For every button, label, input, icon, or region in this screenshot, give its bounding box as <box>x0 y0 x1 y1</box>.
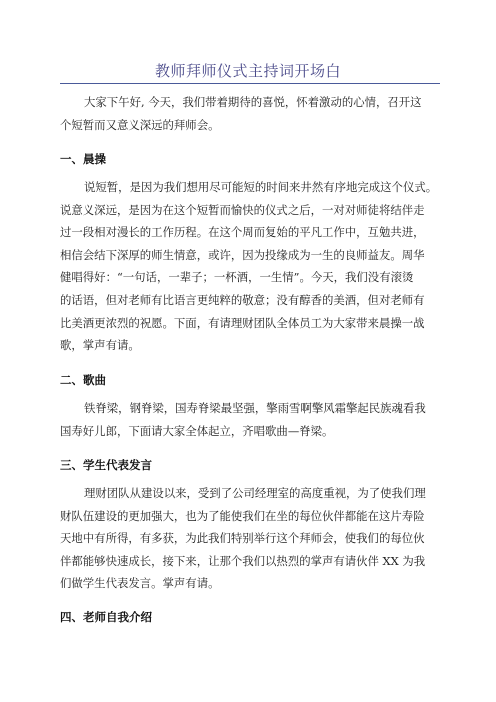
section-heading-teacher-introduction: 四、老师自我介绍 <box>60 610 152 624</box>
section-heading-student-speech: 三、学生代表发言 <box>60 458 152 472</box>
intro-line: 个短暂而又意义深远的拜师会。 <box>60 117 220 132</box>
paragraph-line: 过一段相对漫长的工作历程。在这个周而复始的平凡工作中，互勉共进， <box>60 225 425 240</box>
intro-paragraph <box>60 91 444 136</box>
paragraph-line: 健唱得好：“一句话，一辈子；一杯酒，一生情”。今天，我们没有滚烫 <box>60 270 414 285</box>
section-paragraph-student-speech <box>60 482 444 595</box>
paragraph-line: 理财团队从建设以来，受到了公司经理室的高度重视，为了使我们理 <box>84 486 426 500</box>
paragraph-line: 的话语，但对老师有比语言更纯粹的敬意；没有醇香的美酒，但对老师有 <box>60 292 425 307</box>
paragraph-line: 财队伍建设的更加强大，也为了能使我们在坐的每位伙伴都能在这片寿险 <box>60 508 425 523</box>
paragraph-line: 说短暂，是因为我们想用尽可能短的时间来井然有序地完成这个仪式。 <box>84 180 438 194</box>
paragraph-line: 比美酒更浓烈的祝愿。下面，有请理财团队全体员工为大家带来晨操一战 <box>60 315 425 330</box>
intro-line: 大家下午好, 今天，我们带着期待的喜悦，怀着激动的心情，召开这 <box>84 95 422 109</box>
paragraph-line: 伴都能够快速成长，接下来，让那个我们以热烈的掌声有请伙伴 XX 为我 <box>60 553 426 568</box>
title-underline <box>60 83 440 84</box>
document-title: 教师拜师仪式主持词开场白 <box>154 62 341 80</box>
section-paragraph-song <box>60 397 444 442</box>
paragraph-line: 说意义深远，是因为在这个短暂而愉快的仪式之后，一对对师徒将结伴走 <box>60 202 425 217</box>
paragraph-line: 歌，掌声有请。 <box>60 338 140 353</box>
paragraph-line: 相信会结下深厚的师生情意，或许，因为投缘成为一生的良师益友。周华 <box>60 247 425 262</box>
paragraph-line: 天地中有所得，有多获，为此我们特别举行这个拜师会，使我们的每位伙 <box>60 531 425 546</box>
paragraph-line: 们做学生代表发言。掌声有请。 <box>60 576 220 591</box>
paragraph-line: 国寿好儿郎，下面请大家全体起立，齐唱歌曲—脊梁。 <box>60 423 334 438</box>
section-heading-morning-exercise: 一、晨操 <box>60 152 106 166</box>
paragraph-line: 铁脊梁，钢脊梁，国寿脊梁最坚强，擎雨雪啊擎风霜擎起民族魂看我 <box>84 401 426 415</box>
section-heading-song: 二、歌曲 <box>60 373 106 387</box>
section-paragraph-morning-exercise <box>60 176 444 357</box>
